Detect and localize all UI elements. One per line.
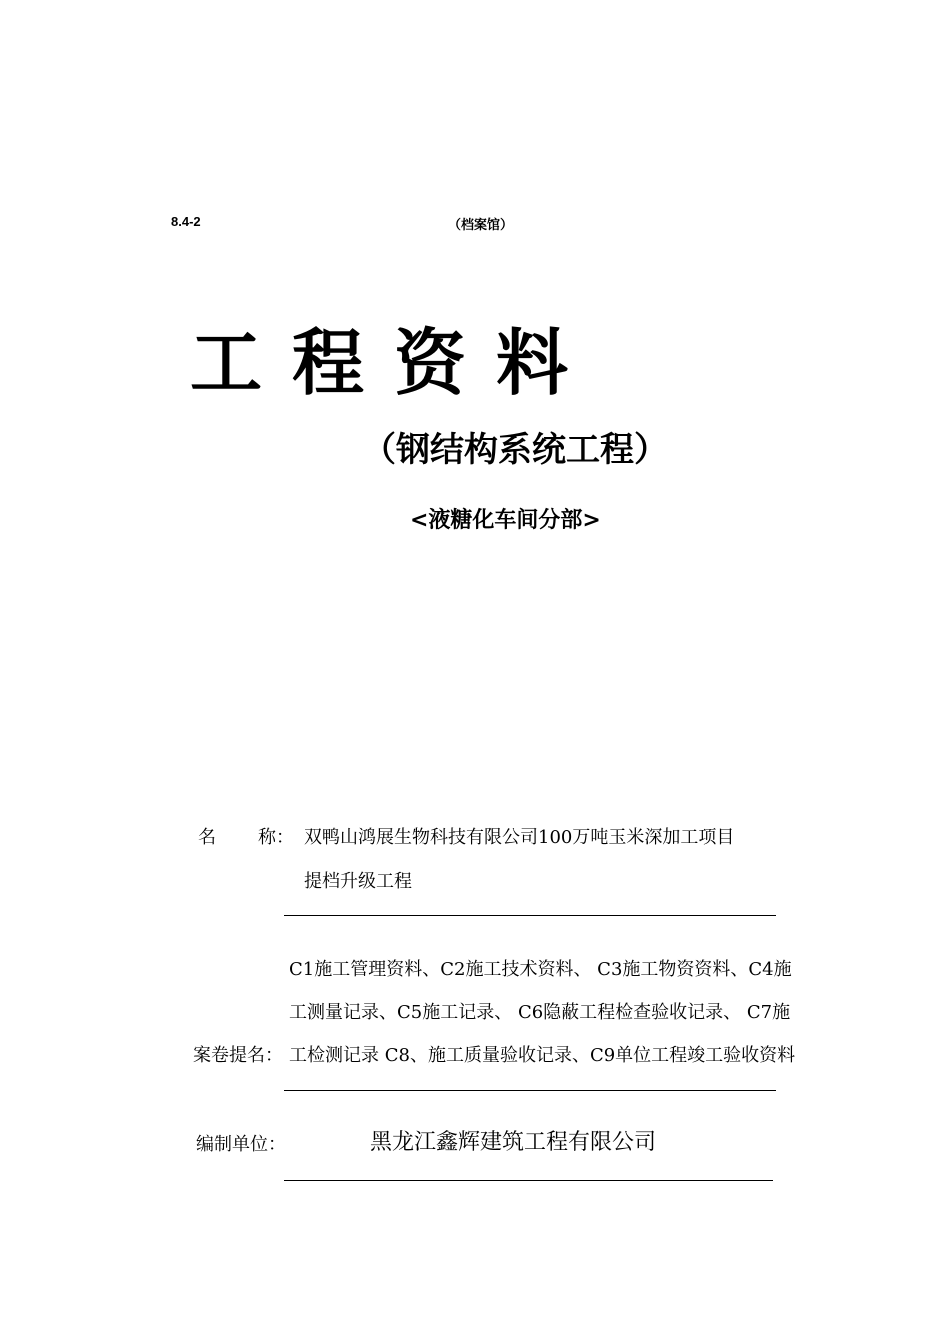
scope-label: 案卷提名：	[193, 1045, 283, 1066]
project-name-line-1: 双鸭山鸿展生物科技有限公司100万吨玉米深加工项目	[304, 827, 735, 848]
unit-value: 黑龙江鑫辉建筑工程有限公司	[370, 1130, 657, 1155]
division-title: <液糖化车间分部>	[410, 508, 601, 533]
project-name-line-2: 提档升级工程	[304, 871, 412, 892]
archive-label: （档案馆）	[448, 218, 514, 233]
project-subtitle: （钢结构系统工程）	[362, 430, 668, 470]
unit-underline	[284, 1180, 773, 1181]
scope-line-1: C1施工管理资料、C2施工技术资料、 C3施工物资资料、C4施	[289, 959, 792, 980]
scope-line-2: 工测量记录、C5施工记录、 C6隐蔽工程检查验收记录、 C7施	[289, 1002, 791, 1023]
name-label-second: 称：	[258, 827, 294, 848]
document-code: 8.4-2	[171, 214, 201, 229]
scope-line-3: 工检测记录 C8、施工质量验收记录、C9单位工程竣工验收资料	[289, 1045, 796, 1066]
scope-underline	[284, 1090, 776, 1091]
name-label-first: 名	[198, 827, 216, 848]
main-title: 工程资料	[190, 321, 599, 405]
unit-label: 编制单位：	[196, 1134, 286, 1155]
name-underline	[284, 915, 776, 916]
